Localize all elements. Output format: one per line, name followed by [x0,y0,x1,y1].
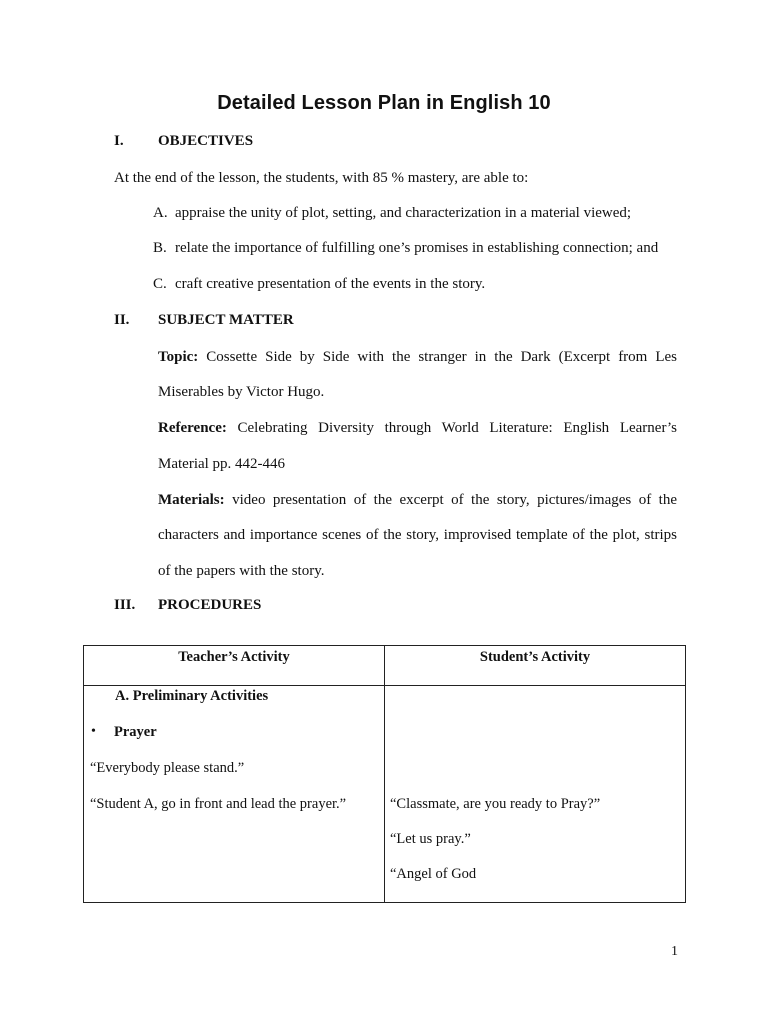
subject-matter-heading-text: SUBJECT MATTER [158,312,294,328]
objective-text: relate the importance of fulfilling one’s promises in establishing connection; and [175,240,659,256]
objective-letter: C. [153,276,167,292]
objectives-heading [114,133,253,150]
objectives-number: I. [114,133,124,149]
student-line-3: “Angel of God [390,866,477,882]
document-title: Detailed Lesson Plan in English 10 [217,92,551,114]
reference-line-2: Material pp. 442-446 [158,456,286,472]
objective-item-b [153,240,658,257]
objective-text: appraise the unity of plot, setting, and characterization in a material viewed; [175,205,632,221]
objective-letter: A. [153,205,168,221]
student-activity-cell [385,686,686,903]
prayer-label: Prayer [114,724,157,740]
topic-line-2: Miserables by Victor Hugo. [158,384,325,400]
procedures-number: III. [114,597,136,613]
teacher-activity-cell [84,686,385,903]
objectives-heading-text: OBJECTIVES [158,133,254,149]
reference-text: Celebrating Diversity through World Literature: English Learner’s [237,420,678,436]
preliminary-activities-subheading: A. Preliminary Activities [115,688,269,704]
subject-matter-number: II. [114,312,130,328]
materials-text: video presentation of the excerpt of the story, pictures/images of the [232,492,677,508]
objective-text: craft creative presentation of the events in the story. [175,276,486,292]
reference-line-1 [158,419,677,437]
materials-line-3: of the papers with the story. [158,563,325,579]
teacher-line-2: “Student A, go in front and lead the prayer.” [90,796,347,812]
table-row [84,686,686,903]
procedures-heading [114,597,261,614]
student-line-2: “Let us pray.” [390,831,471,847]
procedures-table [83,645,686,903]
subject-matter-heading [114,312,294,329]
objective-letter: B. [153,240,167,256]
objective-item-a [153,205,631,222]
table-header-row [84,646,686,686]
topic-line-1 [158,348,677,366]
materials-label: Materials: [158,492,225,508]
page-number: 1 [671,944,678,959]
topic-text: Cossette Side by Side with the stranger in the Dark (Excerpt from Les [206,349,677,365]
objective-item-c [153,276,485,293]
topic-label: Topic: [158,349,199,365]
teacher-activity-header: Teacher’s Activity [84,646,385,686]
student-line-1: “Classmate, are you ready to Pray?” [390,796,601,812]
objectives-intro: At the end of the lesson, the students, with 85 % mastery, are able to: [114,170,529,186]
bullet-icon: • [91,724,96,739]
reference-label: Reference: [158,420,227,436]
materials-line-1 [158,491,677,509]
student-activity-header: Student’s Activity [385,646,686,686]
procedures-heading-text: PROCEDURES [158,597,262,613]
teacher-line-1: “Everybody please stand.” [90,760,245,776]
materials-line-2: characters and importance scenes of the story, improvised template of the plot, strips [158,527,677,543]
